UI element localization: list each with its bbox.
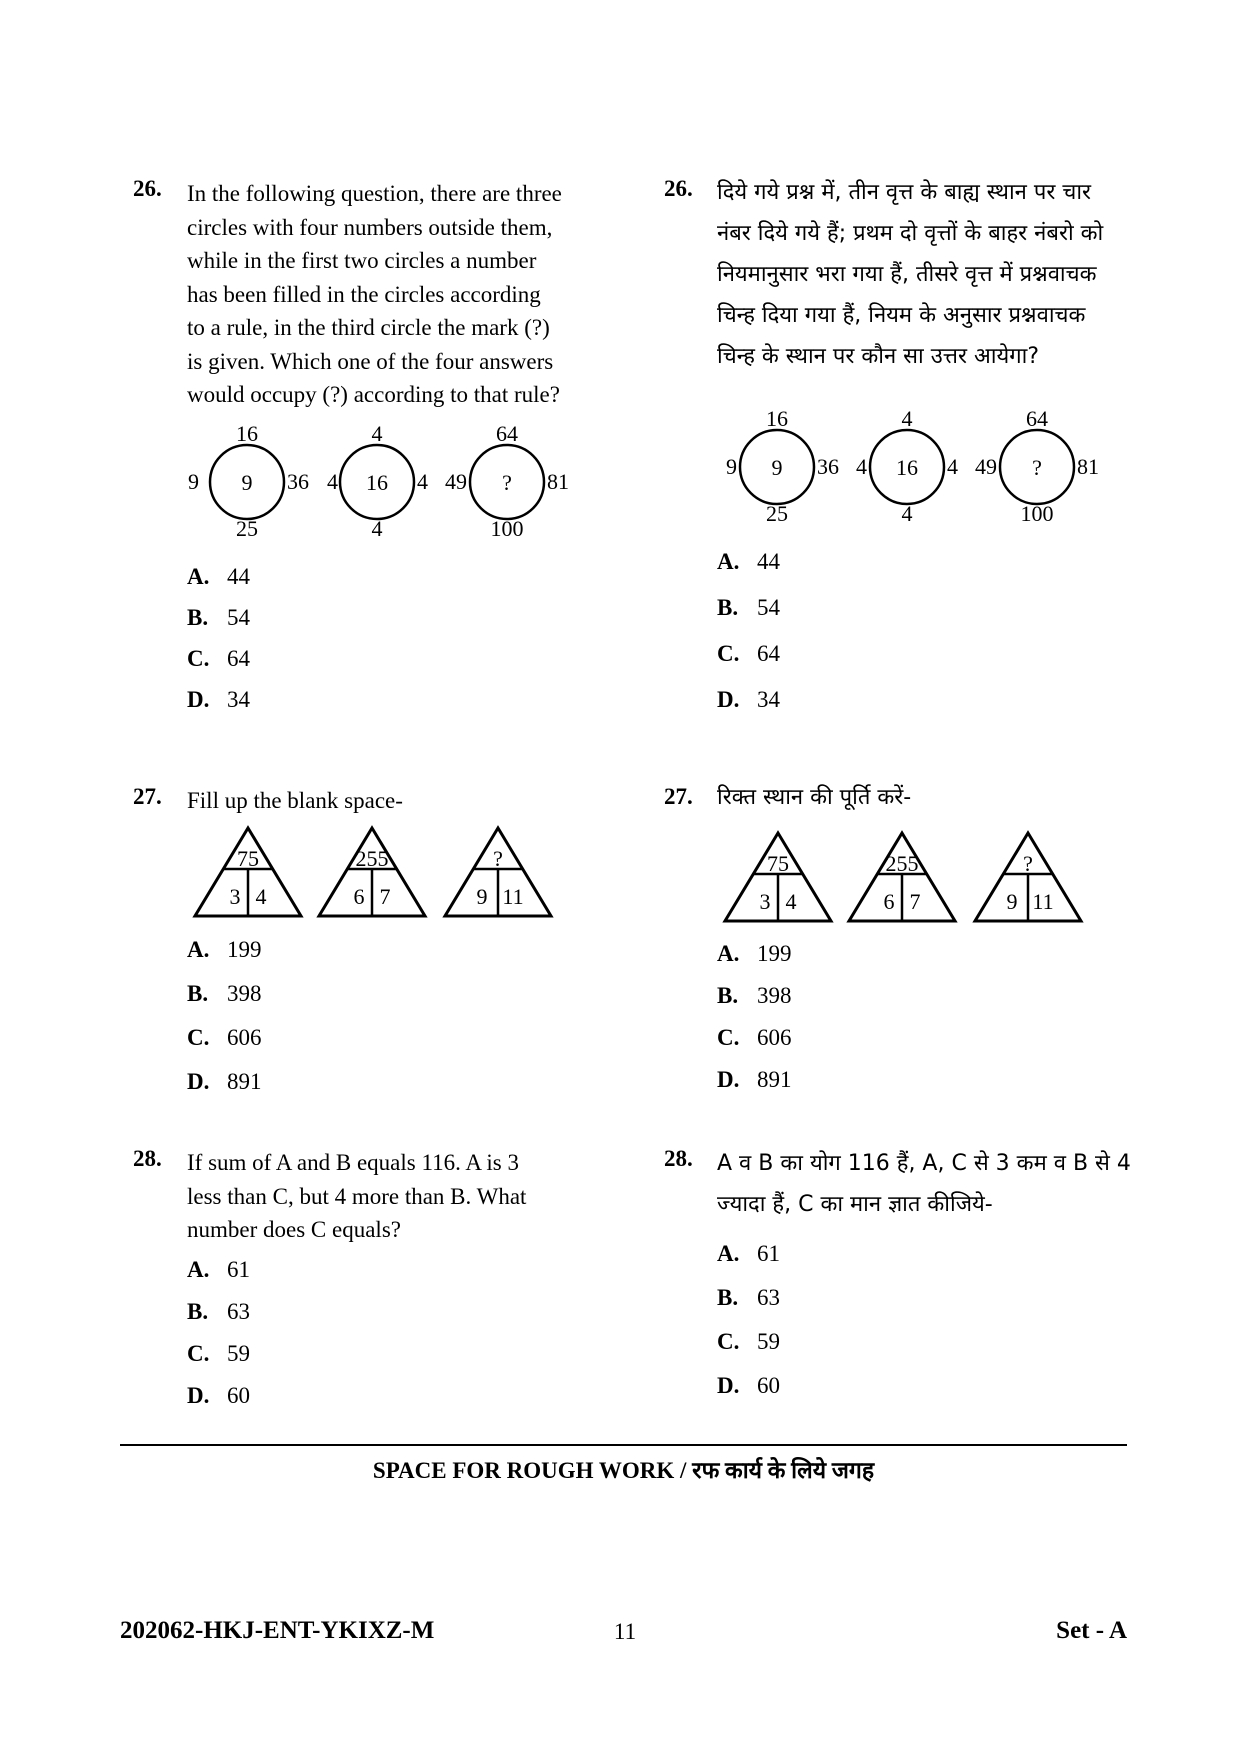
circle-center-number: ? bbox=[502, 470, 512, 495]
triangle-top-number: 75 bbox=[237, 846, 259, 871]
q26-line-en: circles with four numbers outside them, bbox=[187, 214, 553, 240]
triangle-right-number: 4 bbox=[785, 889, 797, 914]
q26-line-hi: नियमानुसार भरा गया हैं, तीसरे वृत्त में प्रश्नवाचक bbox=[717, 262, 1097, 287]
triangle-right-number: 7 bbox=[379, 884, 391, 909]
triangle-group bbox=[849, 833, 955, 921]
circle-right-number: 4 bbox=[417, 469, 428, 494]
circle-group bbox=[445, 421, 569, 541]
q28-number-en: 28. bbox=[133, 1146, 162, 1171]
circle-bottom-number: 25 bbox=[766, 501, 788, 526]
option-d[interactable]: D. 891 bbox=[187, 1069, 262, 1094]
q28-number-hi: 28. bbox=[664, 1146, 693, 1171]
q26-circles-figure-hi bbox=[715, 397, 1125, 537]
triangle-left-number: 6 bbox=[883, 889, 895, 914]
triangle-right-number: 4 bbox=[255, 884, 267, 909]
q28-options-hi bbox=[717, 1241, 780, 1403]
triangle-right-number: 7 bbox=[909, 889, 921, 914]
q28-text-hi bbox=[717, 1143, 1157, 1225]
q27-triangles-figure-en bbox=[192, 825, 562, 920]
circle-right-number: 36 bbox=[287, 469, 309, 494]
triangle-right-number: 11 bbox=[1032, 889, 1054, 914]
q27-options-en bbox=[187, 937, 262, 1099]
q26-text-en bbox=[187, 177, 617, 412]
circle-top-number: 16 bbox=[236, 421, 258, 446]
option-d[interactable]: D. 60 bbox=[187, 1383, 250, 1408]
circle-group bbox=[856, 406, 958, 526]
circle-center-number: 9 bbox=[771, 455, 783, 480]
option-d[interactable]: D. 34 bbox=[717, 687, 780, 712]
option-b[interactable]: B. 398 bbox=[187, 981, 262, 1006]
option-b[interactable]: B. 54 bbox=[717, 595, 780, 620]
circle-left-number: 49 bbox=[445, 469, 467, 494]
page-number: 11 bbox=[613, 1619, 637, 1644]
circle-bottom-number: 4 bbox=[901, 501, 913, 526]
option-c[interactable]: C. 606 bbox=[187, 1025, 262, 1050]
q26-line-en: is given. Which one of the four answers bbox=[187, 348, 554, 374]
q28-options-en bbox=[187, 1257, 250, 1413]
option-a[interactable]: A. 44 bbox=[187, 564, 250, 589]
triangle-left-number: 3 bbox=[759, 889, 771, 914]
q26-options-en bbox=[187, 564, 250, 717]
option-c[interactable]: C. 59 bbox=[717, 1329, 780, 1354]
circle-bottom-number: 100 bbox=[490, 516, 524, 541]
q28-line-en: If sum of A and B equals 116. A is 3 bbox=[187, 1150, 520, 1175]
option-b[interactable]: B. 63 bbox=[717, 1285, 780, 1310]
triangle-right-number: 11 bbox=[502, 884, 524, 909]
q26-line-hi: चिन्ह दिया गया हैं, नियम के अनुसार प्रश्नवाचक bbox=[717, 303, 1086, 328]
q28-line-en: less than C, but 4 more than B. What bbox=[187, 1183, 527, 1209]
option-d[interactable]: D. 891 bbox=[717, 1067, 792, 1092]
circle-right-number: 81 bbox=[547, 469, 569, 494]
q28-line-en: number does C equals? bbox=[187, 1217, 401, 1242]
triangle-left-number: 3 bbox=[229, 884, 241, 909]
q26-line-hi: दिये गये प्रश्न में, तीन वृत्त के बाह्य स्थान पर चार bbox=[717, 180, 1092, 205]
option-d[interactable]: D. 60 bbox=[717, 1373, 780, 1398]
q27-number-en: 27. bbox=[133, 784, 162, 809]
q28-line-hi: ज्यादा हैं, C का मान ज्ञात कीजिये- bbox=[717, 1192, 993, 1217]
triangle-top-number: 255 bbox=[885, 851, 919, 876]
circle-left-number: 9 bbox=[188, 469, 199, 494]
option-b[interactable]: B. 398 bbox=[717, 983, 792, 1008]
circle-left-number: 4 bbox=[327, 469, 338, 494]
footer-code: 202062-HKJ-ENT-YKIXZ-M bbox=[120, 1617, 435, 1644]
q26-line-en: while in the first two circles a number bbox=[187, 248, 537, 273]
option-a[interactable]: A. 61 bbox=[187, 1257, 250, 1282]
q27-text-en: Fill up the blank space- bbox=[187, 788, 403, 813]
circle-right-number: 36 bbox=[817, 454, 839, 479]
circle-group bbox=[975, 406, 1099, 526]
option-a[interactable]: A. 61 bbox=[717, 1241, 780, 1266]
triangle-group bbox=[195, 828, 301, 916]
q26-number-hi: 26. bbox=[664, 176, 693, 201]
q28-line-hi: A व B का योग 116 हैं, A, C से 3 कम व B से 4 bbox=[717, 1151, 1131, 1176]
q27-text-hi: रिक्त स्थान की पूर्ति करें- bbox=[717, 785, 912, 810]
q27-options-hi bbox=[717, 941, 792, 1097]
option-c[interactable]: C. 606 bbox=[717, 1025, 792, 1050]
q26-line-en: would occupy (?) according to that rule? bbox=[187, 382, 560, 407]
option-c[interactable]: C. 64 bbox=[187, 646, 250, 671]
circle-left-number: 49 bbox=[975, 454, 997, 479]
footer-set: Set - A bbox=[1056, 1617, 1127, 1644]
circle-center-number: 9 bbox=[241, 470, 253, 495]
circle-top-number: 64 bbox=[1026, 406, 1048, 431]
q26-line-hi: नंबर दिये गये हैं; प्रथम दो वृत्तों के बाहर नंबरो को bbox=[717, 221, 1104, 246]
option-c[interactable]: C. 64 bbox=[717, 641, 780, 666]
rough-work-label: SPACE FOR ROUGH WORK / रफ कार्य के लिये जगह bbox=[372, 1458, 875, 1483]
triangle-left-number: 9 bbox=[1006, 889, 1018, 914]
triangle-left-number: 6 bbox=[353, 884, 365, 909]
circle-bottom-number: 25 bbox=[236, 516, 258, 541]
circle-top-number: 64 bbox=[496, 421, 518, 446]
circle-center-number: ? bbox=[1032, 455, 1042, 480]
circle-bottom-number: 4 bbox=[371, 516, 383, 541]
option-b[interactable]: B. 63 bbox=[187, 1299, 250, 1324]
option-d[interactable]: D. 34 bbox=[187, 687, 250, 712]
q27-number-hi: 27. bbox=[664, 784, 693, 809]
circle-top-number: 4 bbox=[371, 421, 383, 446]
q27-triangles-figure-hi bbox=[722, 830, 1092, 925]
circle-right-number: 81 bbox=[1077, 454, 1099, 479]
circle-left-number: 9 bbox=[726, 454, 737, 479]
circle-center-number: 16 bbox=[896, 455, 918, 480]
triangle-top-number: ? bbox=[1023, 851, 1033, 876]
circle-top-number: 16 bbox=[766, 406, 788, 431]
q26-line-en: has been filled in the circles according bbox=[187, 281, 541, 307]
circle-left-number: 4 bbox=[856, 454, 867, 479]
option-b[interactable]: B. 54 bbox=[187, 605, 250, 630]
option-a[interactable]: A. 199 bbox=[187, 937, 262, 962]
option-a[interactable]: A. 44 bbox=[717, 549, 780, 574]
q26-options-hi bbox=[717, 549, 780, 717]
triangle-group bbox=[319, 828, 425, 916]
q26-number-en: 26. bbox=[133, 176, 162, 201]
triangle-group bbox=[445, 828, 551, 916]
triangle-top-number: 75 bbox=[767, 851, 789, 876]
q26-line-hi: चिन्ह के स्थान पर कौन सा उत्तर आयेगा? bbox=[717, 344, 1039, 369]
circle-group bbox=[327, 421, 428, 541]
circle-bottom-number: 100 bbox=[1020, 501, 1054, 526]
triangle-group bbox=[975, 833, 1081, 921]
triangle-left-number: 9 bbox=[476, 884, 488, 909]
q26-text-hi bbox=[717, 172, 1147, 377]
circle-group bbox=[726, 406, 839, 526]
circle-group bbox=[188, 421, 309, 541]
triangle-top-number: 255 bbox=[355, 846, 389, 871]
divider-line bbox=[120, 1444, 1127, 1446]
circle-right-number: 4 bbox=[947, 454, 958, 479]
q26-circles-figure-en bbox=[185, 412, 595, 552]
triangle-group bbox=[725, 833, 831, 921]
triangle-top-number: ? bbox=[493, 846, 503, 871]
q26-line-en: In the following question, there are three bbox=[187, 181, 562, 206]
option-a[interactable]: A. 199 bbox=[717, 941, 792, 966]
circle-top-number: 4 bbox=[901, 406, 913, 431]
circle-center-number: 16 bbox=[366, 470, 388, 495]
q28-text-en bbox=[187, 1146, 617, 1247]
q26-line-en: to a rule, in the third circle the mark (?) bbox=[187, 315, 550, 340]
option-c[interactable]: C. 59 bbox=[187, 1341, 250, 1366]
